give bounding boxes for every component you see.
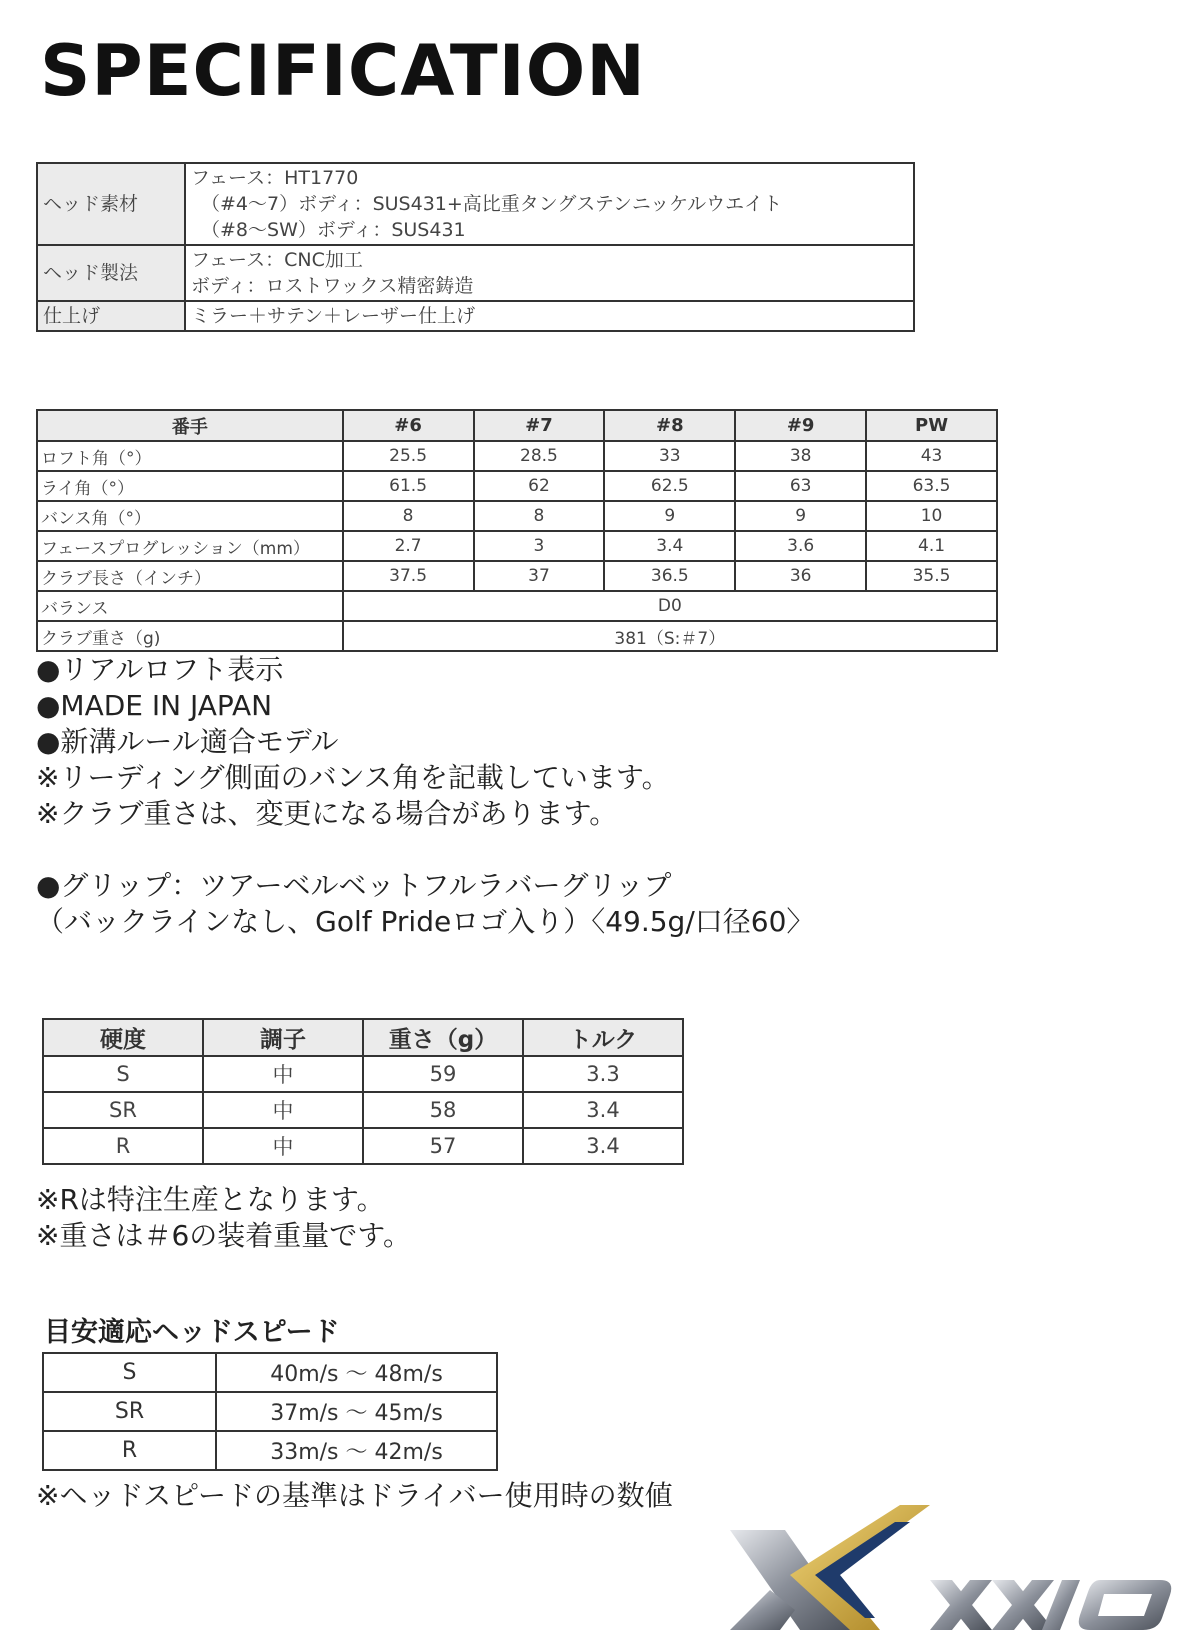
table-cell: 3.4 xyxy=(523,1092,683,1128)
table-cell: 9 xyxy=(735,501,866,531)
note-line: ●グリップ：ツアーベルベットフルラバーグリップ xyxy=(36,869,672,902)
table-row xyxy=(37,163,914,245)
table-cell: 33m/s ～ 42m/s xyxy=(216,1431,497,1470)
head-material-label: ヘッド素材 xyxy=(37,163,185,245)
page-title: SPECIFICATION xyxy=(40,30,646,112)
material-line: （#4～7）ボディ：SUS431+高比重タングステンニッケルウエイト xyxy=(201,193,783,215)
table-cell: 37m/s ～ 45m/s xyxy=(216,1392,497,1431)
row-label: バランス xyxy=(37,591,343,621)
column-header: トルク xyxy=(523,1019,683,1056)
column-header: 調子 xyxy=(203,1019,363,1056)
table-row xyxy=(43,1353,497,1392)
note-line: ●MADE IN JAPAN xyxy=(36,689,273,722)
table-cell: 36 xyxy=(735,561,866,591)
table-row xyxy=(37,531,997,561)
head-method-value xyxy=(185,245,914,301)
row-label: ロフト角（°） xyxy=(37,441,343,471)
method-line: ボディ：ロストワックス精密鋳造 xyxy=(191,275,474,297)
row-label: クラブ重さ（g) xyxy=(37,621,343,651)
note-line: ※クラブ重さは、変更になる場合があります。 xyxy=(36,797,618,830)
table-cell: 中 xyxy=(203,1056,363,1092)
table-row xyxy=(37,301,914,331)
table-cell: 62.5 xyxy=(604,471,735,501)
finish-value: ミラー＋サテン＋レーザー仕上げ xyxy=(185,301,914,331)
table-cell: 62 xyxy=(474,471,605,501)
row-label: クラブ長さ（インチ） xyxy=(37,561,343,591)
column-header: 硬度 xyxy=(43,1019,203,1056)
column-header: 番手 xyxy=(37,410,343,441)
material-line: （#8～SW）ボディ：SUS431 xyxy=(201,219,466,241)
column-header: #6 xyxy=(343,410,474,441)
table-cell: 25.5 xyxy=(343,441,474,471)
note-line: ※リーディング側面のバンス角を記載しています。 xyxy=(36,761,670,794)
table-cell: 8 xyxy=(343,501,474,531)
table-cell: 57 xyxy=(363,1128,523,1164)
head-method-label: ヘッド製法 xyxy=(37,245,185,301)
table-header-row xyxy=(37,410,997,441)
table-cell: 3.4 xyxy=(604,531,735,561)
note-line: ※重さは＃6の装着重量です。 xyxy=(36,1219,412,1252)
column-header: PW xyxy=(866,410,997,441)
table-cell: 3 xyxy=(474,531,605,561)
table-cell: S xyxy=(43,1353,216,1392)
table-row xyxy=(43,1392,497,1431)
table-cell: 58 xyxy=(363,1092,523,1128)
column-header: #7 xyxy=(474,410,605,441)
balance-value: D0 xyxy=(343,591,997,621)
finish-label: 仕上げ xyxy=(37,301,185,331)
table-row xyxy=(37,441,997,471)
table-row xyxy=(37,621,997,651)
table-row xyxy=(43,1128,683,1164)
club-weight-value: 381（S:＃7） xyxy=(343,621,997,651)
head-speed-title: 目安適応ヘッドスピード xyxy=(44,1317,340,1348)
table-cell: 10 xyxy=(866,501,997,531)
table-cell: 28.5 xyxy=(474,441,605,471)
table-row xyxy=(37,501,997,531)
column-header: 重さ（g） xyxy=(363,1019,523,1056)
logo-wordmark xyxy=(930,1580,1171,1630)
note-line: （バックラインなし、Golf Prideロゴ入り）〈49.5g/口径60〉 xyxy=(36,905,815,938)
table-cell: 3.6 xyxy=(735,531,866,561)
table-row xyxy=(37,591,997,621)
shaft-notes xyxy=(36,1182,411,1254)
club-spec-table xyxy=(36,409,998,652)
table-cell: 35.5 xyxy=(866,561,997,591)
table-cell: 33 xyxy=(604,441,735,471)
table-cell: 37.5 xyxy=(343,561,474,591)
head-material-value xyxy=(185,163,914,245)
table-row xyxy=(37,471,997,501)
row-label: ライ角（°） xyxy=(37,471,343,501)
table-cell: 中 xyxy=(203,1092,363,1128)
shaft-table xyxy=(42,1018,684,1165)
table-cell: 59 xyxy=(363,1056,523,1092)
table-cell: 3.4 xyxy=(523,1128,683,1164)
table-cell: S xyxy=(43,1056,203,1092)
table-cell: 2.7 xyxy=(343,531,474,561)
table-row xyxy=(37,561,997,591)
table-cell: 8 xyxy=(474,501,605,531)
table-cell: 38 xyxy=(735,441,866,471)
note-line: ※Rは特注生産となります。 xyxy=(36,1183,385,1216)
row-label: フェースプログレッション（mm） xyxy=(37,531,343,561)
feature-notes xyxy=(36,652,670,832)
table-row xyxy=(43,1431,497,1470)
table-row xyxy=(43,1092,683,1128)
xxio-logo xyxy=(730,1500,1180,1640)
note-line: ●新溝ルール適合モデル xyxy=(36,725,339,758)
table-row xyxy=(43,1056,683,1092)
table-cell: 43 xyxy=(866,441,997,471)
grip-notes xyxy=(36,868,814,940)
table-cell: 36.5 xyxy=(604,561,735,591)
table-cell: 9 xyxy=(604,501,735,531)
table-cell: 4.1 xyxy=(866,531,997,561)
note-line: ●リアルロフト表示 xyxy=(36,653,284,686)
table-cell: 61.5 xyxy=(343,471,474,501)
table-cell: SR xyxy=(43,1092,203,1128)
table-header-row xyxy=(43,1019,683,1056)
head-speed-note: ※ヘッドスピードの基準はドライバー使用時の数値 xyxy=(36,1479,673,1512)
table-cell: 中 xyxy=(203,1128,363,1164)
head-spec-table xyxy=(36,162,915,332)
row-label: バンス角（°） xyxy=(37,501,343,531)
table-row xyxy=(37,245,914,301)
table-cell: R xyxy=(43,1431,216,1470)
table-cell: 3.3 xyxy=(523,1056,683,1092)
table-cell: 40m/s ～ 48m/s xyxy=(216,1353,497,1392)
column-header: #9 xyxy=(735,410,866,441)
table-cell: 63 xyxy=(735,471,866,501)
head-speed-table xyxy=(42,1352,498,1471)
method-line: フェース：CNC加工 xyxy=(191,249,363,271)
table-cell: R xyxy=(43,1128,203,1164)
table-cell: SR xyxy=(43,1392,216,1431)
table-cell: 37 xyxy=(474,561,605,591)
table-cell: 63.5 xyxy=(866,471,997,501)
material-line: フェース：HT1770 xyxy=(191,167,359,189)
column-header: #8 xyxy=(604,410,735,441)
